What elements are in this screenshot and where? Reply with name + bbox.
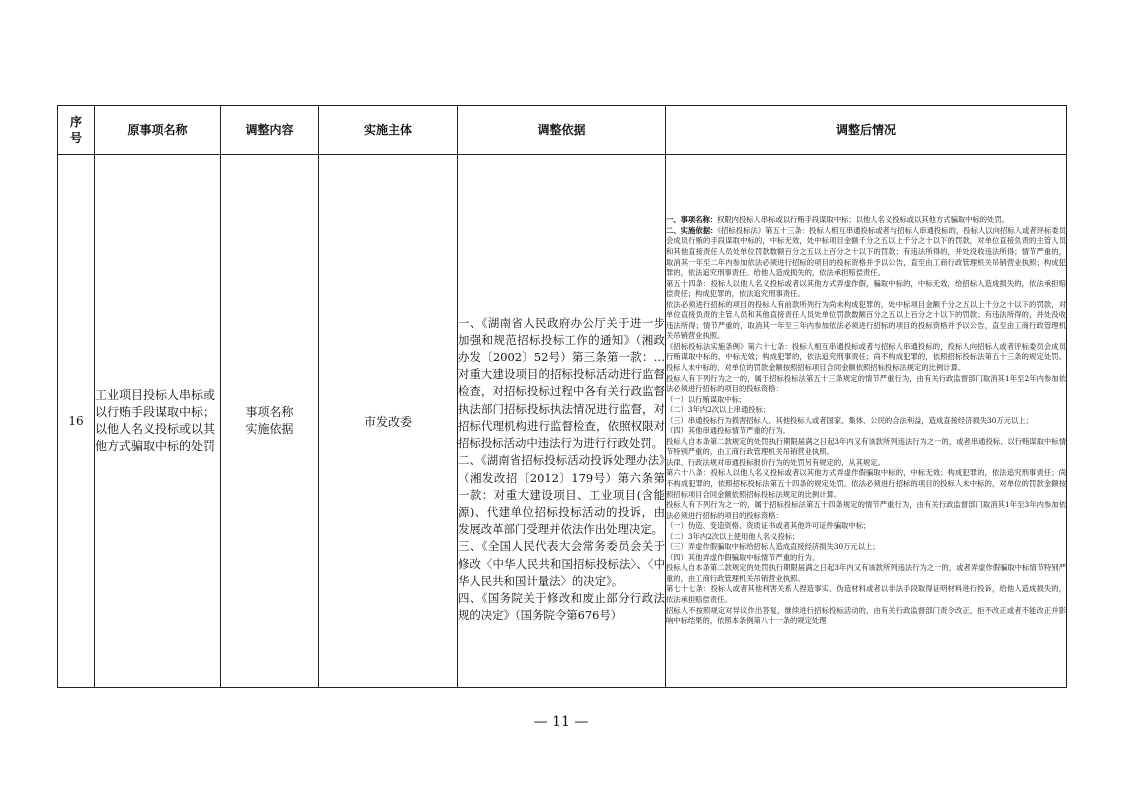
after-paragraph bbox=[666, 226, 1066, 279]
after-paragraph-text: 招标人不按照规定对异议作出答复，继续进行招标投标活动的，由有关行政监督部门责令改正，拒不改正或者不能改正并影响中标结果的，依照本条例第八十一条的规定处理 bbox=[666, 605, 1066, 626]
after-paragraph bbox=[666, 405, 1066, 416]
after-paragraph-text: 依法必须进行招标的项目的投标人有前款所列行为尚未构成犯罪的，处中标项目金额千分之五以上千分之十以下的罚款，对单位直接负责的主管人员和其他直接责任人员处单位罚款数额百分之五以上百分之十以下的罚款；有违法所得的，并处没收违法所得；情节严重的，取消其一年至三年内参加依法必须进行招标的项目的投标资格并予以公告，直至由工商行政管理机关吊销营业执照。 bbox=[666, 299, 1066, 341]
after-paragraph bbox=[666, 563, 1066, 584]
after-paragraph-text: （一）伪造、变造资格、资质证书或者其他许可证件骗取中标； bbox=[666, 521, 871, 531]
after-paragraph-text: 第七十七条：投标人或者其他利害关系人捏造事实、伪造材料或者以非法手段取得证明材料进行投诉，给他人造成损失的，依法承担赔偿责任。 bbox=[666, 584, 1066, 605]
basis-paragraph: 三、《全国人民代表大会常务委员会关于修改〈中华人民共和国招标投标法〉、〈中华人民共和国计量法〉的决定》。 bbox=[458, 539, 665, 588]
after-paragraph bbox=[666, 532, 1066, 543]
after-paragraph bbox=[666, 521, 1066, 532]
after-paragraph-text: 投标人有下列行为之一的，属于招标投标法第五十四条规定的情节严重行为，由有关行政监督部门取消其1年至3年内参加依法必须进行招标的项目的投标资格： bbox=[666, 500, 1066, 520]
after-paragraph-text: 投标人自本条第二款规定的处罚执行期限届满之日起3年内又有该款所列违法行为之一的，或者弄虚作假骗取中标情节特别严重的，由工商行政管理机关吊销营业执照。 bbox=[666, 563, 1066, 583]
after-paragraph bbox=[666, 374, 1066, 395]
after-paragraph-text: 《招标投标法实施条例》第六十七条：投标人相互串通投标或者与招标人串通投标的，投标人向招标人或者评标委员会成员行贿谋取中标的，中标无效；构成犯罪的，依法追究刑事责任；尚不构成犯罪的，依照招标投标法第五十三条的规定处罚。投标人未中标的，对单位的罚款金额按照招标项目合同金额依照招标投标法规定的比例计算。 bbox=[666, 341, 1066, 372]
after-paragraph-text: 投标人有下列行为之一的，属于招标投标法第五十三条规定的情节严重行为，由有关行政监督部门取消其1年至2年内参加依法必须进行招标的项目的投标资格： bbox=[666, 373, 1066, 394]
header-seq bbox=[58, 106, 95, 155]
after-paragraph-label: 二、实施依据： bbox=[666, 225, 718, 235]
header-adjust-basis: 调整依据 bbox=[458, 106, 666, 155]
row-adjust-content bbox=[221, 155, 319, 688]
row-implementing-body: 市发改委 bbox=[319, 155, 458, 688]
header-seq-line2: 号 bbox=[69, 131, 82, 145]
after-paragraph-text: 第六十八条：投标人以他人名义投标或者以其他方式弄虚作假骗取中标的，中标无效；构成犯罪的，依法追究刑事责任；尚不构成犯罪的，依照招标投标法第五十四条的规定处罚。依法必须进行招标的项目的投标人未中标的，对单位的罚款金额按照招标项目合同金额依照招标投标法规定的比例计算。 bbox=[666, 468, 1066, 499]
after-paragraph bbox=[666, 279, 1066, 300]
after-paragraph-text: 第五十四条：投标人以他人名义投标或者以其他方式弄虚作假，骗取中标的，中标无效，给招标人造成损失的，依法承担赔偿责任；构成犯罪的，依法追究刑事责任。 bbox=[666, 278, 1066, 299]
row-after-adjustment bbox=[666, 155, 1067, 688]
header-after-adjustment: 调整后情况 bbox=[666, 106, 1067, 155]
after-paragraph-text: （二）3年内2次以上使用他人名义投标； bbox=[666, 531, 800, 541]
after-paragraph bbox=[666, 416, 1066, 427]
after-paragraph-text: （四）其他串通投标情节严重的行为。 bbox=[666, 426, 791, 436]
after-paragraph bbox=[666, 437, 1066, 458]
after-paragraph bbox=[666, 500, 1066, 521]
after-paragraph bbox=[666, 458, 1066, 469]
header-seq-line1: 序 bbox=[69, 115, 82, 129]
after-paragraph bbox=[666, 542, 1066, 553]
table-row bbox=[58, 155, 1067, 688]
after-paragraph bbox=[666, 584, 1066, 605]
after-paragraph-text: （一）以行贿谋取中标； bbox=[666, 394, 747, 404]
basis-paragraph: 四、《国务院关于修改和废止部分行政法规的决定》（国务院令第676号） bbox=[458, 590, 665, 623]
after-paragraph bbox=[666, 342, 1066, 374]
after-paragraph-label: 一、事项名称： bbox=[666, 215, 718, 225]
page-number: — 11 — bbox=[533, 714, 589, 730]
after-paragraph-text: 《招标投标法》第五十三条：投标人相互串通投标或者与招标人串通投标的，投标人以向招标人或者评标委员会成员行贿的手段谋取中标的，中标无效，处中标项目金额千分之五以上千分之十以下的罚款，对单位直接负责的主管人员和其他直接责任人员处单位罚款数额百分之五以上百分之十以下的罚款；有违法所得的，并处没收违法所得；情节严重的，取消其一年至二年内参加依法必须进行招标的项目的投标资格并予以公告，直至由工商行政管理机关吊销营业执照；构成犯罪的，依法追究刑事责任。给他人造成损失的，依法承担赔偿责任。 bbox=[666, 225, 1066, 278]
after-paragraph-text: 投标人自本条第二款规定的处罚执行期限届满之日起3年内又有该款所列违法行为之一的，或者串通投标、以行贿谋取中标情节特别严重的，由工商行政管理机关吊销营业执照。 bbox=[666, 436, 1066, 457]
after-paragraph-text: （二）3年内2次以上串通投标； bbox=[666, 405, 771, 415]
adjustment-table bbox=[57, 105, 1067, 688]
after-paragraph bbox=[666, 468, 1066, 500]
after-paragraph bbox=[666, 426, 1066, 437]
row-number: 16 bbox=[58, 155, 95, 688]
after-paragraph bbox=[666, 606, 1066, 627]
after-paragraph-text: （三）弄虚作假骗取中标给招标人造成直接经济损失30万元以上； bbox=[666, 542, 880, 552]
after-adjustment-text bbox=[666, 215, 1066, 626]
adjust-content-line: 事项名称 bbox=[245, 405, 294, 419]
after-paragraph-text: 法律、行政法规对串通投标报价行为的处罚另有规定的，从其规定。 bbox=[666, 457, 885, 467]
row-adjust-basis bbox=[458, 155, 666, 688]
after-paragraph bbox=[666, 215, 1066, 226]
after-paragraph-text: 权限内投标人串标或以行贿手段谋取中标；以他人名义投标或以其他方式骗取中标的处罚。 bbox=[717, 215, 1009, 225]
header-original-name: 原事项名称 bbox=[95, 106, 221, 155]
header-implementing-body: 实施主体 bbox=[319, 106, 458, 155]
header-adjust-content: 调整内容 bbox=[221, 106, 319, 155]
header-row bbox=[58, 106, 1067, 155]
after-paragraph bbox=[666, 395, 1066, 406]
after-paragraph bbox=[666, 300, 1066, 342]
after-paragraph bbox=[666, 553, 1066, 564]
adjust-content-line: 实施依据 bbox=[245, 422, 294, 436]
after-paragraph-text: （三）串通投标行为损害招标人、其他投标人或者国家、集体、公民的合法利益，造成直接经济损失30万元以上； bbox=[666, 415, 1033, 425]
basis-paragraph: 二、《湖南省招标投标活动投诉处理办法》（湘发改招〔2012〕179号）第六条第一款：对重大建设项目、工业项目(含能源)、代建单位招标投标活动的投诉，由发展改革部门受理并依法作出处理决定。 bbox=[458, 453, 665, 537]
basis-paragraph: 一、《湖南省人民政府办公厅关于进一步加强和规范招标投标工作的通知》（湘政办发〔2002〕52号）第三条第一款：…对重大建设项目的招标投标活动进行监督检查，对招标投标过程中各有关行政监督执法部门招标投标执法情况进行监督，对招标代理机构进行监督检查，依照权限对招标投标活动中违法行为进行行政处罚。 bbox=[458, 315, 665, 451]
after-paragraph-text: （四）其他弄虚作假骗取中标情节严重的行为。 bbox=[666, 552, 820, 562]
row-original-name: 工业项目投标人串标或以行贿手段谋取中标；以他人名义投标或以其他方式骗取中标的处罚 bbox=[95, 155, 221, 688]
